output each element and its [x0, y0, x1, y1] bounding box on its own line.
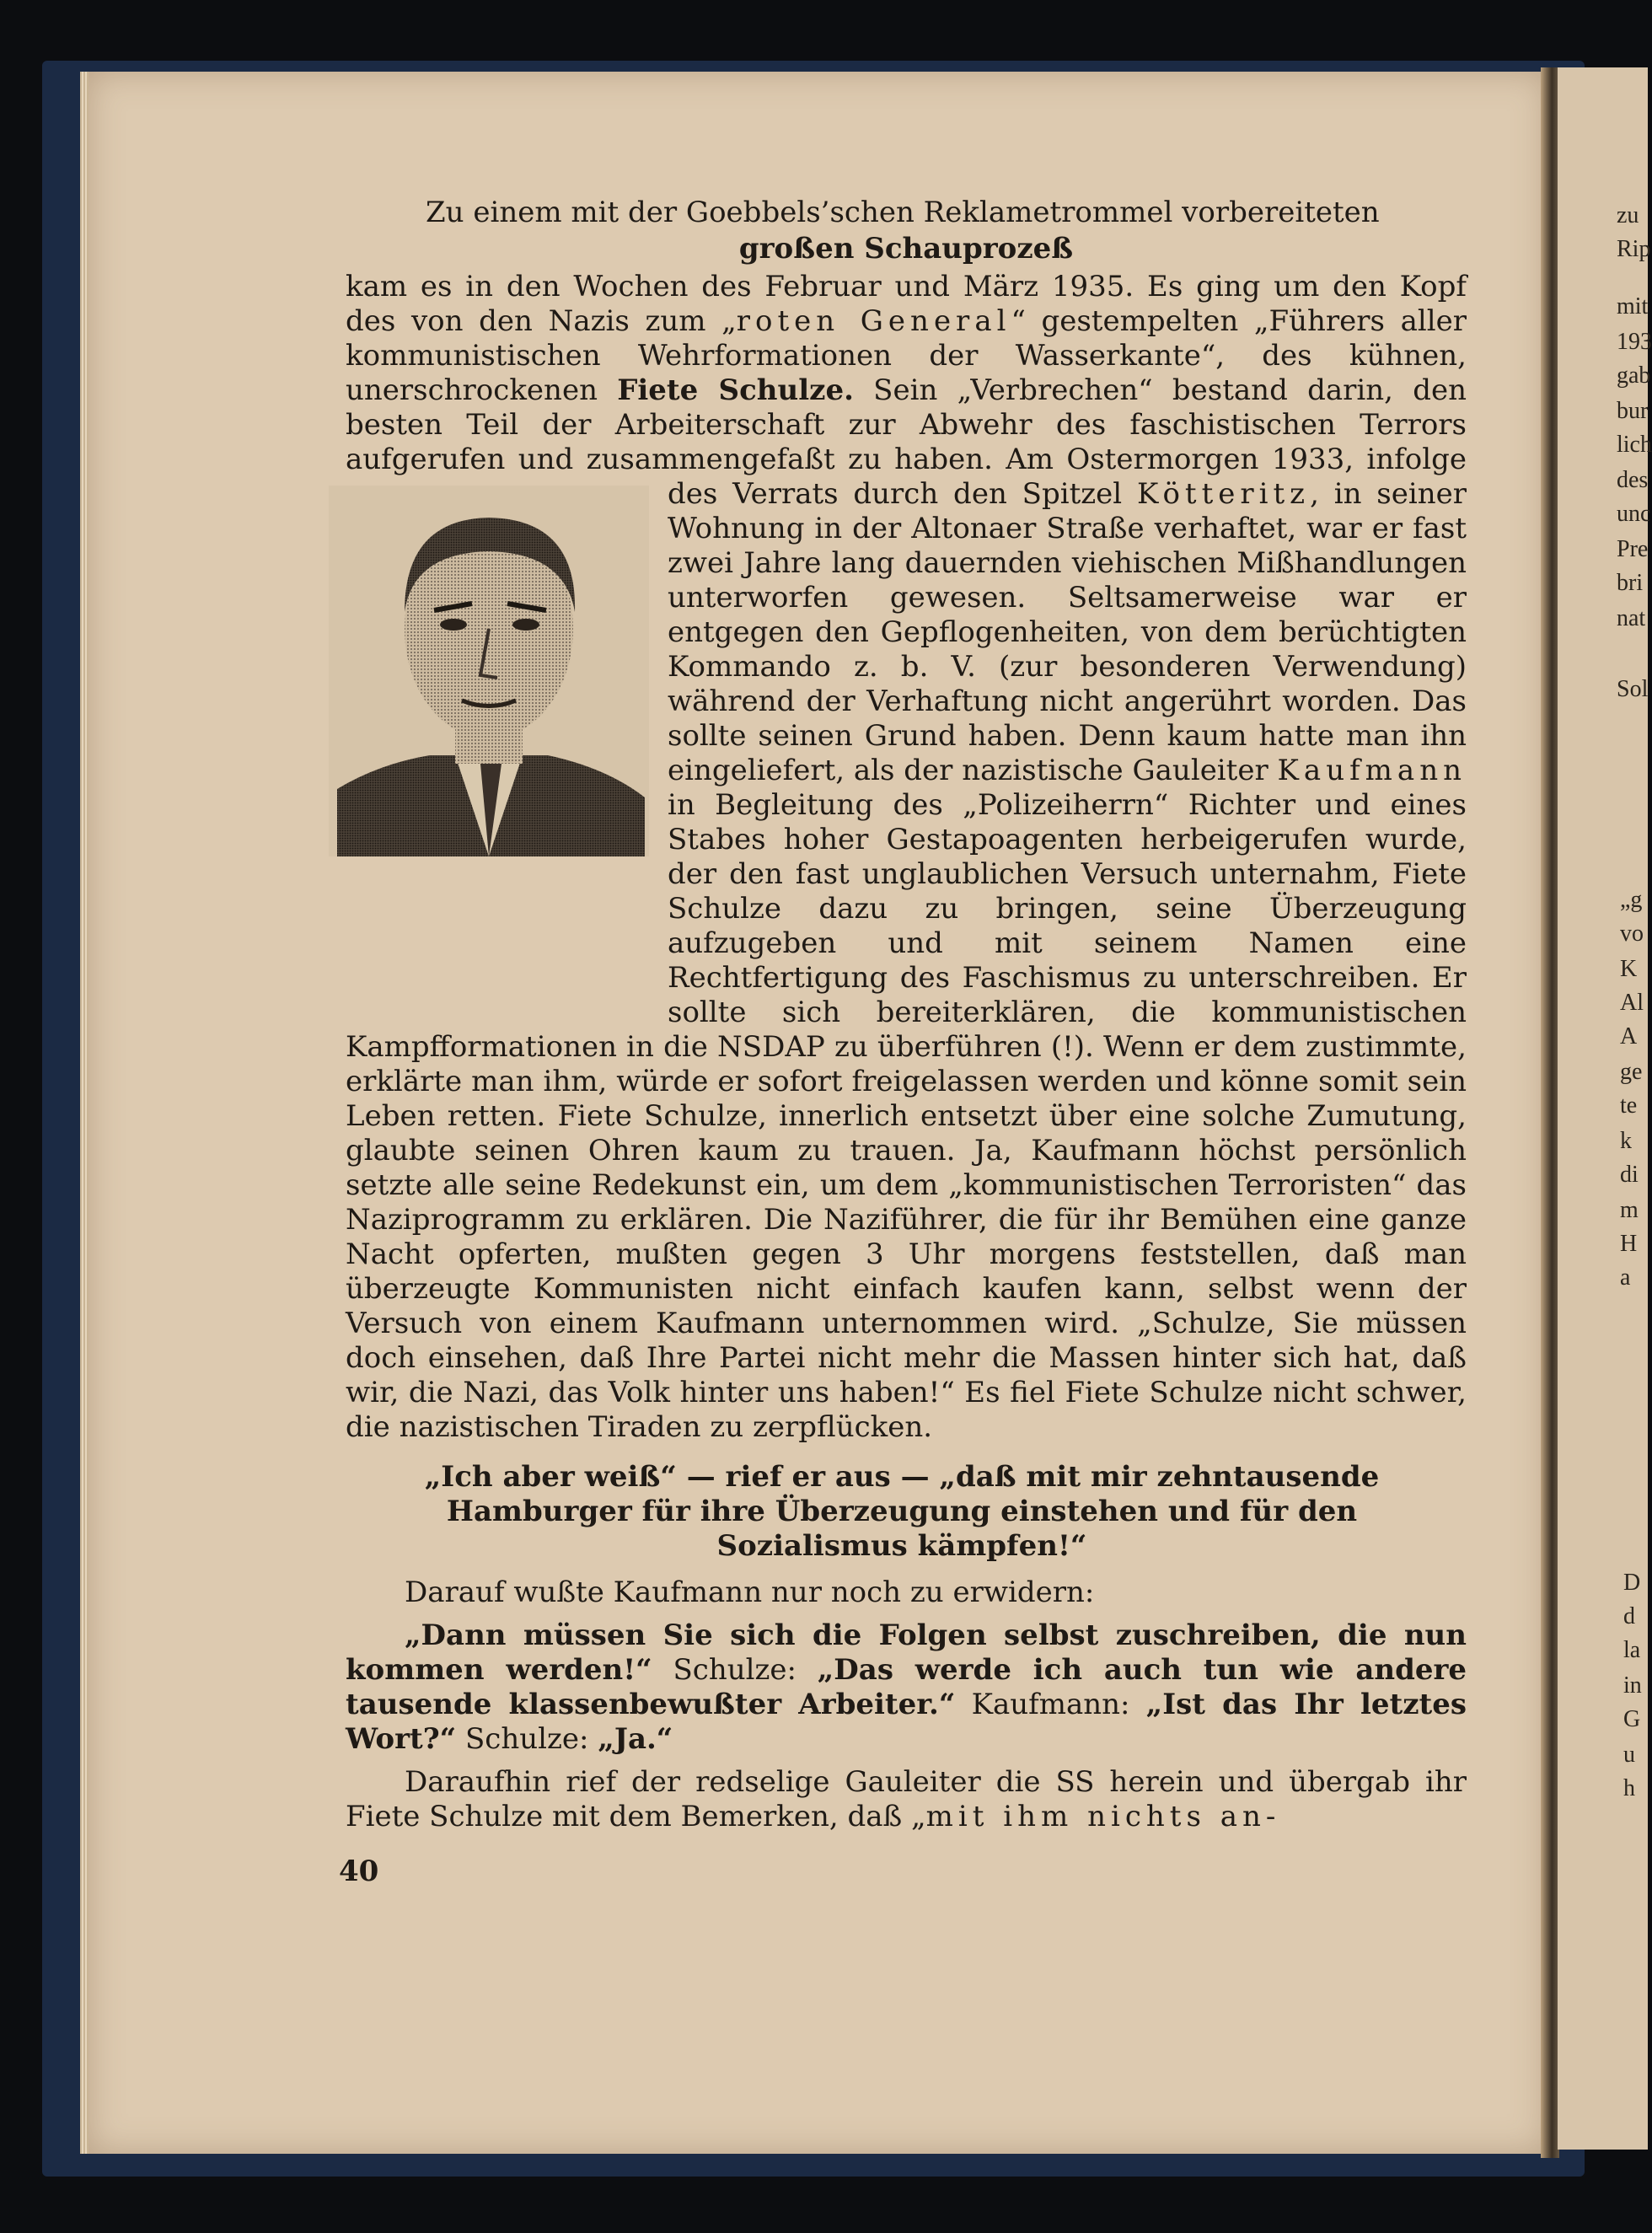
text-run-spaced: roten General	[736, 304, 1011, 338]
next-page-edge	[1558, 67, 1652, 2150]
main-paragraph	[346, 270, 1467, 1445]
next-page-fragment: Rip	[1617, 236, 1651, 262]
next-page-fragment: m	[1620, 1197, 1639, 1223]
portrait-image	[329, 486, 649, 856]
next-page-fragment: K	[1620, 956, 1638, 982]
dialogue-bold: „Ja.“	[598, 1722, 673, 1756]
next-page-fragment: lich	[1617, 432, 1652, 458]
next-page-fragment: H	[1620, 1231, 1638, 1257]
dialogue-paragraph	[346, 1618, 1467, 1757]
section-heading: großen Schauprozeß	[738, 232, 1074, 266]
next-page-fragment: A	[1620, 1023, 1638, 1049]
next-page-fragment: Al	[1620, 990, 1644, 1016]
reply-intro: Darauf wußte Kaufmann nur noch zu erwidern:	[405, 1575, 1095, 1609]
person-name: Fiete Schulze.	[617, 373, 854, 407]
next-page-fragment: des	[1617, 467, 1649, 493]
next-page-fragment: a	[1620, 1264, 1631, 1291]
dialogue-plain: Kaufmann:	[955, 1688, 1146, 1721]
text-run: “ gestempelten „Führers aller kommunistischen Wehrformationen der Wasserkante“, des kühnen, unerschrockenen	[346, 304, 1467, 407]
dialogue-bold: „Ist das Ihr letztes Wort?“	[346, 1688, 1467, 1756]
next-page-fragment: bur	[1617, 398, 1649, 424]
text-run: Daraufhin rief der redselige Gauleiter die SS herein und übergab ihr Fiete Schulze mit dem Bemerken, daß „	[346, 1765, 1467, 1833]
next-page-fragment: Sol	[1617, 676, 1649, 702]
next-page-fragment: te	[1620, 1092, 1638, 1119]
next-page-fragment: 193	[1617, 329, 1652, 355]
dialogue-bold: „Dann müssen Sie sich die Folgen selbst zuschreiben, die nun kommen werden!“	[346, 1618, 1467, 1687]
next-page-fragment: ge	[1620, 1059, 1643, 1085]
next-page-fragment: vo	[1620, 921, 1644, 947]
next-page-fragment: Pre	[1617, 536, 1649, 562]
portrait-photo	[329, 477, 649, 998]
next-page-fragment: D	[1623, 1570, 1641, 1596]
text-run: Sein „Verbrechen“ bestand darin, den besten Teil der Arbeiterschaft zur Abwehr des faschistischen Terrors aufgerufen und zusammengefaßt zu haben. Am Ostermorgen 1933, infolge des Verrats durch den Spitzel	[346, 373, 1467, 511]
intro-line: Zu einem mit der Goebbels’schen Reklametrommel vorbereiteten	[426, 196, 1380, 229]
text-run-spaced: mit ihm nichts an-	[925, 1800, 1281, 1833]
text-run: kam es in den Wochen des Februar und März 1935. Es ging um den Kopf des von den Nazis zum „	[346, 270, 1467, 338]
dialogue-plain: Schulze:	[456, 1722, 598, 1756]
page-text	[346, 196, 1467, 1834]
book-gutter	[1541, 67, 1559, 2158]
dialogue-plain: Schulze:	[652, 1653, 818, 1687]
bold-quote: „Ich aber weiß“ — rief er aus — „daß mit mir zehntausende Hamburger für ihre Überzeugung einstehen und für den Sozialismus kämpfen!“	[424, 1460, 1380, 1563]
next-page-fragment: h	[1623, 1775, 1635, 1801]
closing-paragraph	[346, 1765, 1467, 1834]
next-page-fragment: „g	[1620, 887, 1643, 913]
next-page-fragment: u	[1623, 1742, 1635, 1768]
next-page-fragment: k	[1620, 1128, 1632, 1154]
next-page-fragment: zu	[1617, 202, 1639, 228]
next-page-fragment: unc	[1617, 501, 1651, 527]
next-page-fragment: nat	[1617, 605, 1646, 631]
text-run-spaced: Kötteritz	[1136, 477, 1311, 511]
text-run: , in seiner Wohnung in der Altonaer Straße verhaftet, war er fast zwei Jahre lang dauernden viehischen Mißhandlungen unterworfen gewesen. Seltsamerweise war er entgegen den Gepflogenheiten, von dem berüchtigten Kommando z. b. V. (zur besonderen Verwendung) während der Verhaftung nicht angerührt worden. Das sollte seinen Grund haben. Denn kaum hatte man ihn eingeliefert, als der nazistische Gauleiter	[668, 477, 1467, 787]
next-page-fragment: la	[1623, 1637, 1641, 1663]
text-run-spaced: Kaufmann	[1277, 754, 1467, 787]
next-page-fragment: bri	[1617, 570, 1644, 596]
dialogue-bold: „Das werde ich auch tun wie andere tausende klassenbewußter Arbeiter.“	[346, 1653, 1467, 1721]
text-run: in Begleitung des „Polizeiherrn“ Richter und eines Stabes hoher Gestapoagenten herbeigerufen wurde, der den fast unglaublichen Versuch unternahm, Fiete Schulze dazu zu bringen, seine Überzeugung aufzugeben und mit seinem Namen eine Rechtfertigung des Faschismus zu unterschreiben. Er sollte sich bereiterklären, die kommunistischen Kampfformationen in die NSDAP zu überführen (!). Wenn er dem zustimmte, erklärte man ihm, würde er sofort freigelassen werden und könne somit sein Leben retten. Fiete Schulze, innerlich entsetzt über eine solche Zumutung, glaubte seinen Ohren kaum zu trauen. Ja, Kaufmann höchst persönlich setzte alle seine Redekunst ein, um dem „kommunistischen Terroristen“ das Naziprogramm zu erklären. Die Naziführer, die für ihr Bemühen eine ganze Nacht opferten, mußten gegen 3 Uhr morgens feststellen, daß man überzeugte Kommunisten nicht einfach kaufen kann, selbst wenn der Versuch von einem Kaufmann unternommen wird. „Schulze, Sie müssen doch einsehen, daß Ihre Partei nicht mehr die Massen hinter sich hat, daß wir, die Nazi, das Volk hinter uns haben!“ Es fiel Fiete Schulze nicht schwer, die nazistischen Tiraden zu zerpflücken.	[346, 788, 1467, 1444]
next-page-fragment: di	[1620, 1162, 1639, 1188]
next-page-fragment: in	[1623, 1672, 1642, 1699]
next-page-fragment: mit	[1617, 293, 1649, 319]
next-page-fragment: G	[1623, 1706, 1641, 1732]
next-page-fragment: gab	[1617, 362, 1651, 389]
page-number: 40	[339, 1855, 379, 1888]
next-page-fragment: d	[1623, 1603, 1635, 1629]
